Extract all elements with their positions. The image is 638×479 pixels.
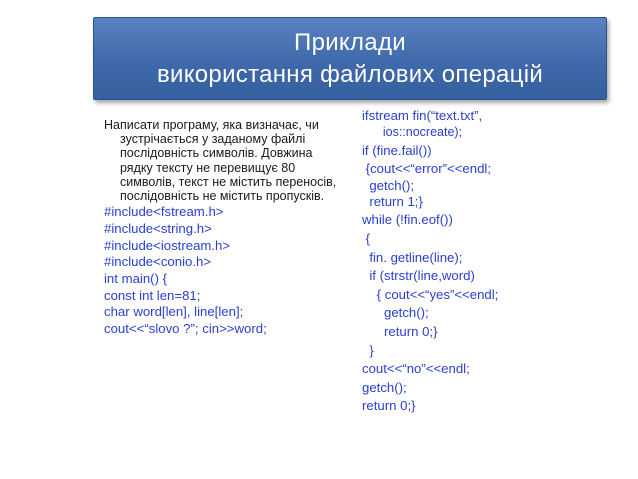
code-line: if (fine.fail()) bbox=[362, 142, 432, 158]
code-line: #include<string.h> bbox=[104, 220, 212, 236]
code-line: return 0;} bbox=[362, 323, 438, 339]
code-line: char word[len], line[len]; bbox=[104, 304, 244, 320]
code-line: #include<iostream.h> bbox=[104, 237, 231, 253]
code-line: const int len=81; bbox=[104, 287, 201, 303]
code-line: cout<<“slovo ?”; cin>>word; bbox=[104, 321, 267, 337]
code-line: fin. getline(line); bbox=[362, 249, 463, 265]
code-line: getch(); bbox=[362, 379, 407, 395]
code-line: #include<conio.h> bbox=[104, 254, 212, 270]
code-line: { bbox=[362, 230, 371, 246]
code-line: ifstream fin(“text.txt”, bbox=[362, 108, 483, 123]
code-line: cout<<“no”<<endl; bbox=[362, 361, 470, 377]
code-line: getch(); bbox=[362, 177, 415, 193]
code-line: if (strstr(line,word) bbox=[362, 268, 475, 284]
code-line: } bbox=[362, 342, 374, 358]
slide-title-box bbox=[93, 17, 607, 100]
slide-title-line-1: Приклади bbox=[294, 29, 406, 56]
task-description: Написати програму, яка визначає, чи зустрічається у заданому файлі послідовність символів. Довжина рядку тексту не перевищує 80 символів, текст не містить переносів, послідовність не містить пропусків. bbox=[104, 118, 337, 204]
code-line: return 1;} bbox=[362, 193, 423, 209]
left-code-block bbox=[104, 204, 344, 338]
code-line: ios::nocreate); bbox=[362, 125, 463, 139]
code-line: while (!fin.eof()) bbox=[362, 212, 453, 228]
slide-title-line-2: використання файлових операцій bbox=[156, 61, 544, 88]
left-column bbox=[104, 118, 344, 338]
right-column bbox=[362, 109, 632, 416]
code-line: int main() { bbox=[104, 271, 168, 287]
code-line: {cout<<“error”<<endl; bbox=[362, 161, 492, 177]
code-line: #include<fstream.h> bbox=[104, 204, 224, 220]
code-line: { cout<<“yes”<<endl; bbox=[362, 286, 499, 302]
code-line: getch(); bbox=[362, 305, 429, 321]
code-line: return 0;} bbox=[362, 398, 416, 414]
